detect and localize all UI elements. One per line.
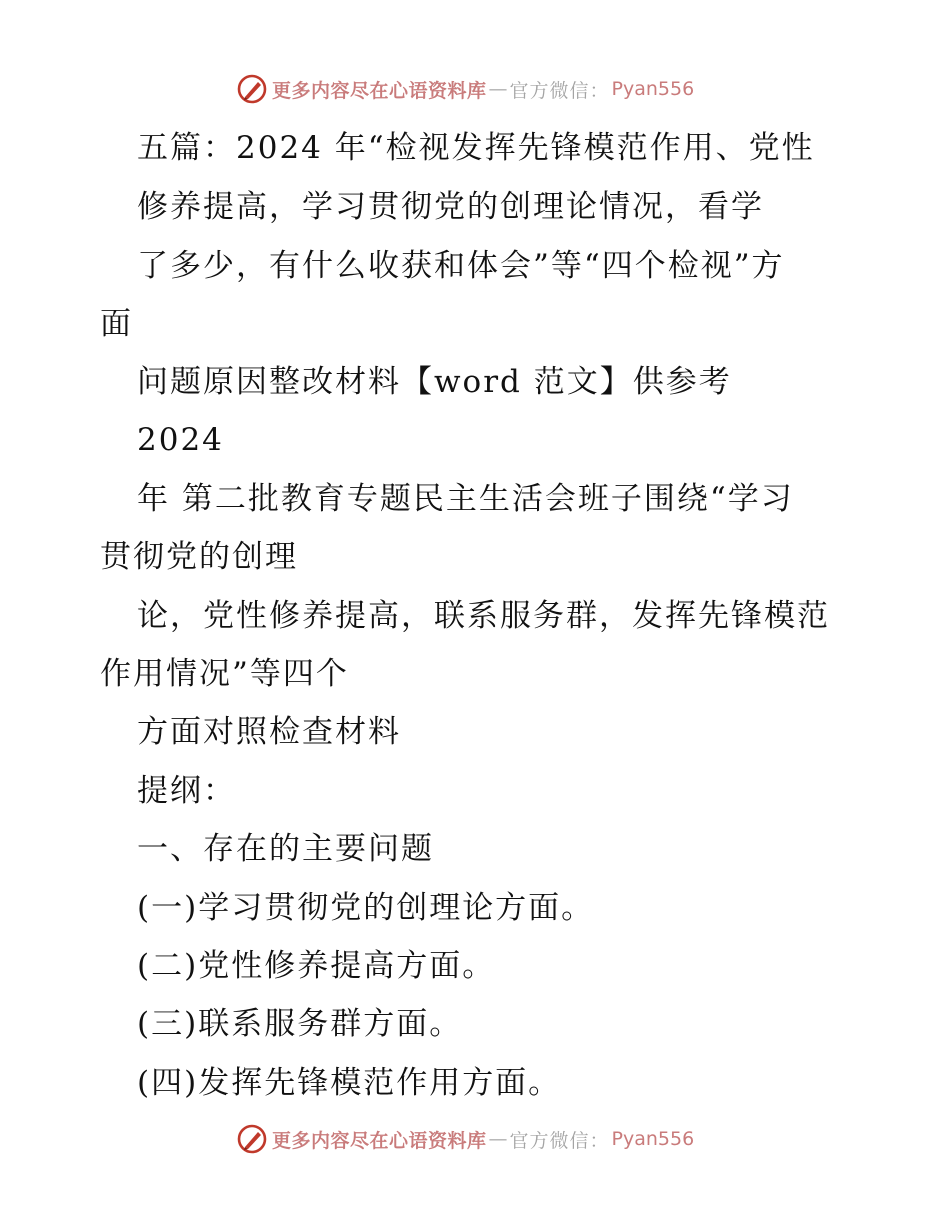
list-item: (二)党性修养提高方面。 <box>137 948 496 984</box>
header-watermark <box>236 72 694 106</box>
paragraph-line-1: 年 第二批教育专题民主生活会班子围绕“学习 <box>137 481 794 517</box>
title-line-1: 五篇：2024 年“检视发挥先锋模范作用、党性 <box>137 130 815 166</box>
watermark-text: 更多内容尽在心语资料库 <box>272 79 487 102</box>
paragraph-line-4: 作用情况”等四个 <box>100 656 349 692</box>
paragraph-line-3: 论，党性修养提高，联系服务群，发挥先锋模范 <box>137 598 830 634</box>
pen-logo-icon <box>236 1123 268 1155</box>
watermark-dash: — <box>488 78 508 100</box>
section-heading: 一、存在的主要问题 <box>137 831 434 867</box>
title-line-4: 面 <box>100 306 133 342</box>
title-line-3: 了多少，有什么收获和体会”等“四个检视”方 <box>137 248 785 284</box>
pen-logo-icon <box>236 73 268 105</box>
watermark-wechat-id: Pyan556 <box>611 78 695 100</box>
watermark-wechat-label: 官方微信： <box>509 79 610 102</box>
list-item: (四)发挥先锋模范作用方面。 <box>137 1065 562 1101</box>
watermark-wechat-id: Pyan556 <box>611 1128 695 1150</box>
watermark-text: 更多内容尽在心语资料库 <box>272 1129 487 1152</box>
watermark-dash: — <box>488 1128 508 1150</box>
subtitle-line: 问题原因整改材料【word 范文】供参考 <box>137 364 732 400</box>
list-item: (三)联系服务群方面。 <box>137 1006 463 1042</box>
title-line-2: 修养提高，学习贯彻党的创理论情况，看学 <box>137 189 764 225</box>
list-item: (一)学习贯彻党的创理论方面。 <box>137 890 595 926</box>
footer-watermark <box>236 1122 694 1156</box>
year-line: 2024 <box>137 422 224 458</box>
watermark-wechat-label: 官方微信： <box>509 1129 610 1152</box>
paragraph-line-2: 贯彻党的创理 <box>100 539 298 575</box>
outline-heading: 提纲： <box>137 773 236 809</box>
paragraph-line-5: 方面对照检查材料 <box>137 714 401 750</box>
